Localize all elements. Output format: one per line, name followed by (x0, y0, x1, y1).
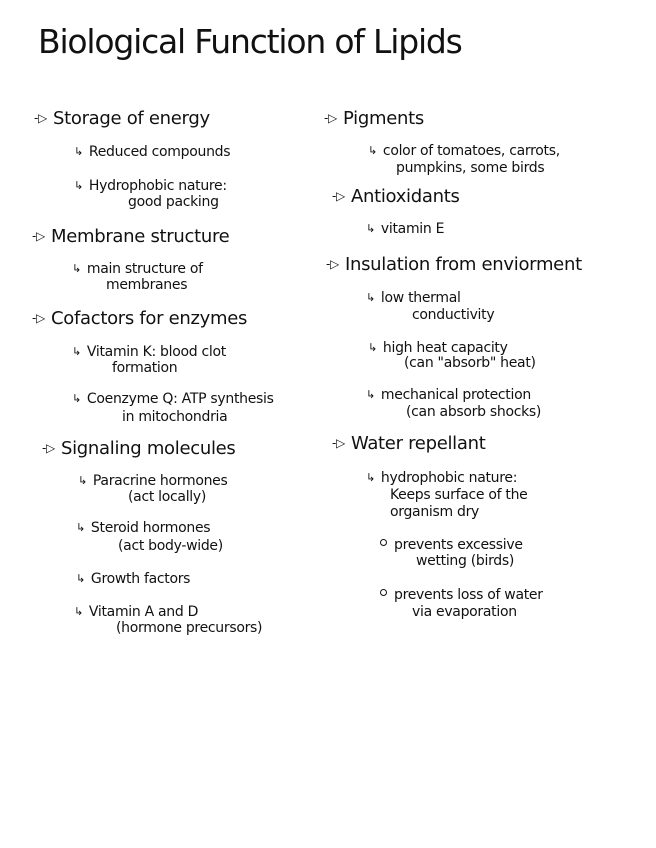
list-item (76, 520, 210, 536)
arrow-icon: -▷ (34, 111, 47, 125)
page-title: Biological Function of Lipids (38, 22, 462, 61)
list-item (366, 221, 444, 237)
item-line: hydrophobic nature: (380, 470, 518, 486)
list-item (72, 344, 226, 360)
sub-arrow-icon: ↳ (366, 291, 375, 304)
sub-arrow-icon: ↳ (72, 392, 81, 405)
arrow-icon: -▷ (32, 311, 45, 325)
arrow-icon: -▷ (332, 436, 345, 450)
item-line: Coenzyme Q: ATP synthesis (86, 391, 274, 407)
heading-label: Pigments (342, 108, 424, 129)
sub-arrow-icon: ↳ (368, 341, 377, 354)
heading-label: Water repellant (350, 433, 486, 454)
list-item (72, 391, 274, 407)
list-item (74, 144, 230, 160)
heading-insulation (326, 254, 582, 275)
list-item-continuation: organism dry (390, 504, 480, 520)
bullet-item-continuation: wetting (birds) (416, 553, 515, 569)
bullet-item (380, 537, 523, 553)
list-item (366, 290, 461, 306)
heading-signaling-molecules (42, 438, 236, 459)
arrow-icon: -▷ (324, 111, 337, 125)
heading-pigments (324, 108, 424, 129)
list-item (368, 340, 508, 356)
sub-arrow-icon: ↳ (368, 144, 377, 157)
arrow-icon: -▷ (326, 257, 339, 271)
list-item (366, 387, 531, 403)
sub-arrow-icon: ↳ (74, 145, 83, 158)
list-item (74, 178, 227, 194)
list-item-continuation: (can "absorb" heat) (404, 355, 536, 371)
sub-arrow-icon: ↳ (72, 345, 81, 358)
heading-label: Antioxidants (350, 186, 460, 207)
item-line: mechanical protection (380, 387, 531, 403)
heading-label: Insulation from enviorment (344, 254, 582, 275)
heading-membrane-structure (32, 226, 229, 247)
heading-antioxidants (332, 186, 460, 207)
item-line: Growth factors (90, 571, 191, 587)
list-item-continuation: membranes (106, 277, 188, 293)
sub-arrow-icon: ↳ (366, 471, 375, 484)
item-line: prevents loss of water (394, 587, 543, 603)
sub-arrow-icon: ↳ (366, 388, 375, 401)
item-line: main structure of (86, 261, 203, 277)
item-line: Steroid hormones (90, 520, 211, 536)
item-line: Vitamin K: blood clot (86, 344, 226, 360)
list-item-continuation: (act locally) (128, 489, 207, 505)
bullet-item (380, 587, 543, 603)
heading-label: Signaling molecules (60, 438, 236, 459)
sub-arrow-icon: ↳ (76, 572, 85, 585)
list-item-continuation: pumpkins, some birds (396, 160, 545, 176)
heading-cofactors-for-enzymes (32, 308, 247, 329)
heading-label: Cofactors for enzymes (50, 308, 248, 329)
sub-arrow-icon: ↳ (74, 605, 83, 618)
list-item-continuation: conductivity (412, 307, 495, 323)
item-line: Hydrophobic nature: (88, 178, 227, 194)
item-line: Reduced compounds (88, 144, 231, 160)
heading-label: Membrane structure (50, 226, 230, 247)
list-item-continuation: good packing (128, 194, 219, 210)
arrow-icon: -▷ (32, 229, 45, 243)
list-item-continuation: (act body-wide) (118, 538, 223, 554)
list-item-continuation: in mitochondria (122, 409, 228, 425)
sub-arrow-icon: ↳ (72, 262, 81, 275)
item-line: Paracrine hormones (92, 473, 228, 489)
sub-arrow-icon: ↳ (74, 179, 83, 192)
list-item-continuation: (can absorb shocks) (406, 404, 542, 420)
list-item (76, 571, 190, 587)
arrow-icon: -▷ (332, 189, 345, 203)
item-line: vitamin E (380, 221, 445, 237)
item-line: color of tomatoes, carrots, (382, 143, 560, 159)
list-item (366, 470, 517, 486)
sub-arrow-icon: ↳ (78, 474, 87, 487)
bullet-icon (380, 539, 387, 546)
heading-storage-of-energy (34, 108, 210, 129)
list-item-continuation: formation (112, 360, 178, 376)
list-item (74, 604, 198, 620)
bullet-item-continuation: via evaporation (412, 604, 517, 620)
list-item (368, 143, 560, 159)
item-line: Vitamin A and D (88, 604, 199, 620)
sub-arrow-icon: ↳ (366, 222, 375, 235)
list-item (78, 473, 227, 489)
sub-arrow-icon: ↳ (76, 521, 85, 534)
list-item-continuation: (hormone precursors) (116, 620, 263, 636)
heading-label: Storage of energy (52, 108, 210, 129)
item-line: low thermal (380, 290, 461, 306)
arrow-icon: -▷ (42, 441, 55, 455)
list-item-continuation: Keeps surface of the (390, 487, 528, 503)
heading-water-repellant (332, 433, 485, 454)
item-line: high heat capacity (382, 340, 508, 356)
bullet-icon (380, 589, 387, 596)
item-line: prevents excessive (394, 537, 523, 553)
list-item (72, 261, 203, 277)
